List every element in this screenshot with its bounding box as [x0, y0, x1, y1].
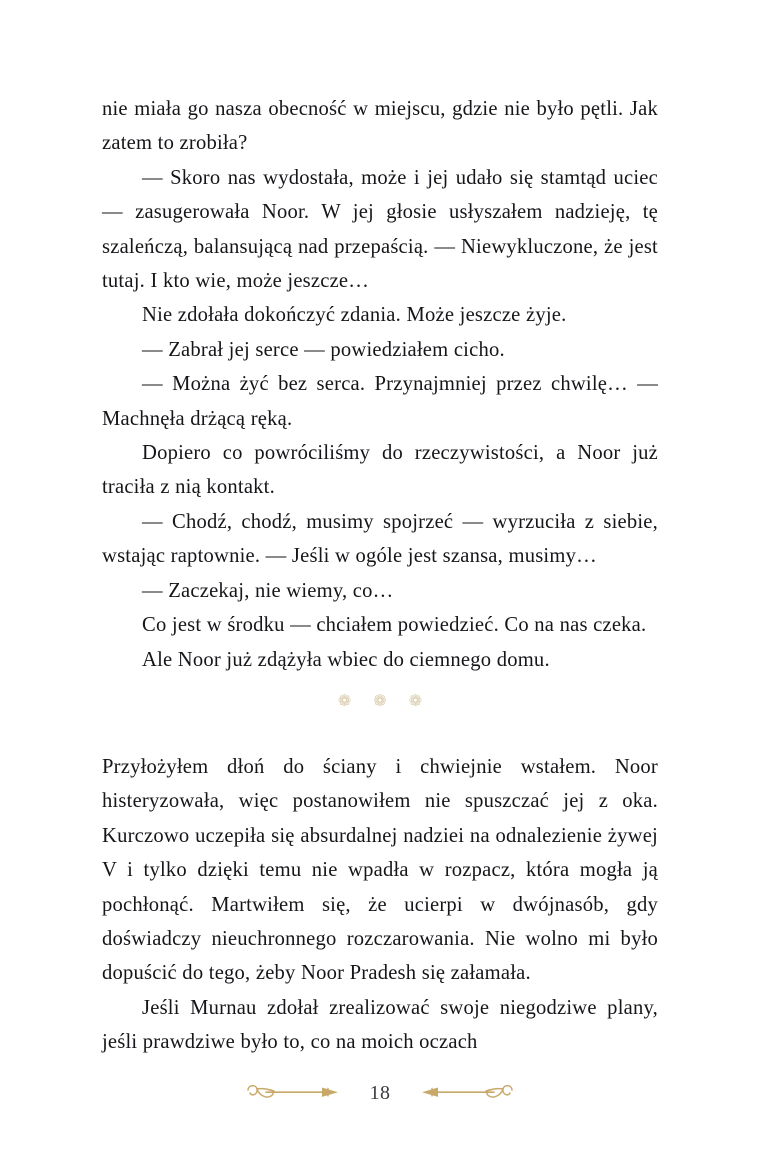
scene-break-ornament: [0, 693, 760, 709]
paragraph: Co jest w środku — chciałem powiedzieć. Co na nas czeka.: [142, 614, 647, 637]
paragraph: Jeśli Murnau zdołał zrealizować swoje niegodziwe plany, jeśli prawdziwe było to, co na moich oczach: [102, 996, 658, 1054]
paragraph: Dopiero co powróciliśmy do rzeczywistości, a Noor już traciła z nią kontakt.: [102, 442, 658, 499]
paragraph: — Zabrał jej serce — powiedziałem cicho.: [142, 338, 505, 361]
flower-ornament-icon: ❁: [337, 691, 352, 711]
paragraph: — Skoro nas wydostała, może i jej udało się stamtąd uciec — zasugerowała Noor. W jej głosie usłyszałem nadzieję, tę szaleńczą, balansującą nad przepaścią. — Niewykluczone, że jest tutaj. I kto wie, może jeszcze…: [102, 166, 658, 293]
page-text-block-after-break: [102, 750, 658, 1060]
flower-ornament-icon: ❁: [408, 691, 423, 711]
page-text-block: [102, 92, 658, 677]
paragraph: Przyłożyłem dłoń do ściany i chwiejnie wstałem. Noor histeryzowała, więc postanowiłem nie spuszczać jej z oka. Kurczowo uczepiła się absurdalnej nadziei na odnalezienie żywej V i tylko dzięki temu nie wpadła w rozpacz, która mogła ją pochłonąć. Martwiłem się, że ucierpi w dwójnasób, gdy doświadczy nieuchronnego rozczarowania. Nie wolno mi było dopuścić do tego, żeby Noor Pradesh się załamała.: [102, 756, 658, 985]
page-footer: [0, 1078, 760, 1108]
flourish-right-icon: [412, 1078, 516, 1108]
paragraph: Ale Noor już zdążyła wbiec do ciemnego domu.: [142, 648, 550, 671]
paragraph: nie miała go nasza obecność w miejscu, gdzie nie było pętli. Jak zatem to zrobiła?: [102, 98, 658, 155]
paragraph: — Chodź, chodź, musimy spojrzeć — wyrzuciła z siebie, wstając raptownie. — Jeśli w ogóle jest szansa, musimy…: [102, 510, 658, 568]
page-number: 18: [369, 1082, 391, 1104]
flower-ornament-icon: ❁: [373, 691, 387, 711]
paragraph: Nie zdołała dokończyć zdania. Może jeszcze żyje.: [142, 304, 567, 327]
flourish-left-icon: [244, 1078, 348, 1108]
paragraph: — Zaczekaj, nie wiemy, co…: [142, 579, 394, 602]
paragraph: — Można żyć bez serca. Przynajmniej przez chwilę… — Machnęła drżącą ręką.: [102, 373, 658, 430]
